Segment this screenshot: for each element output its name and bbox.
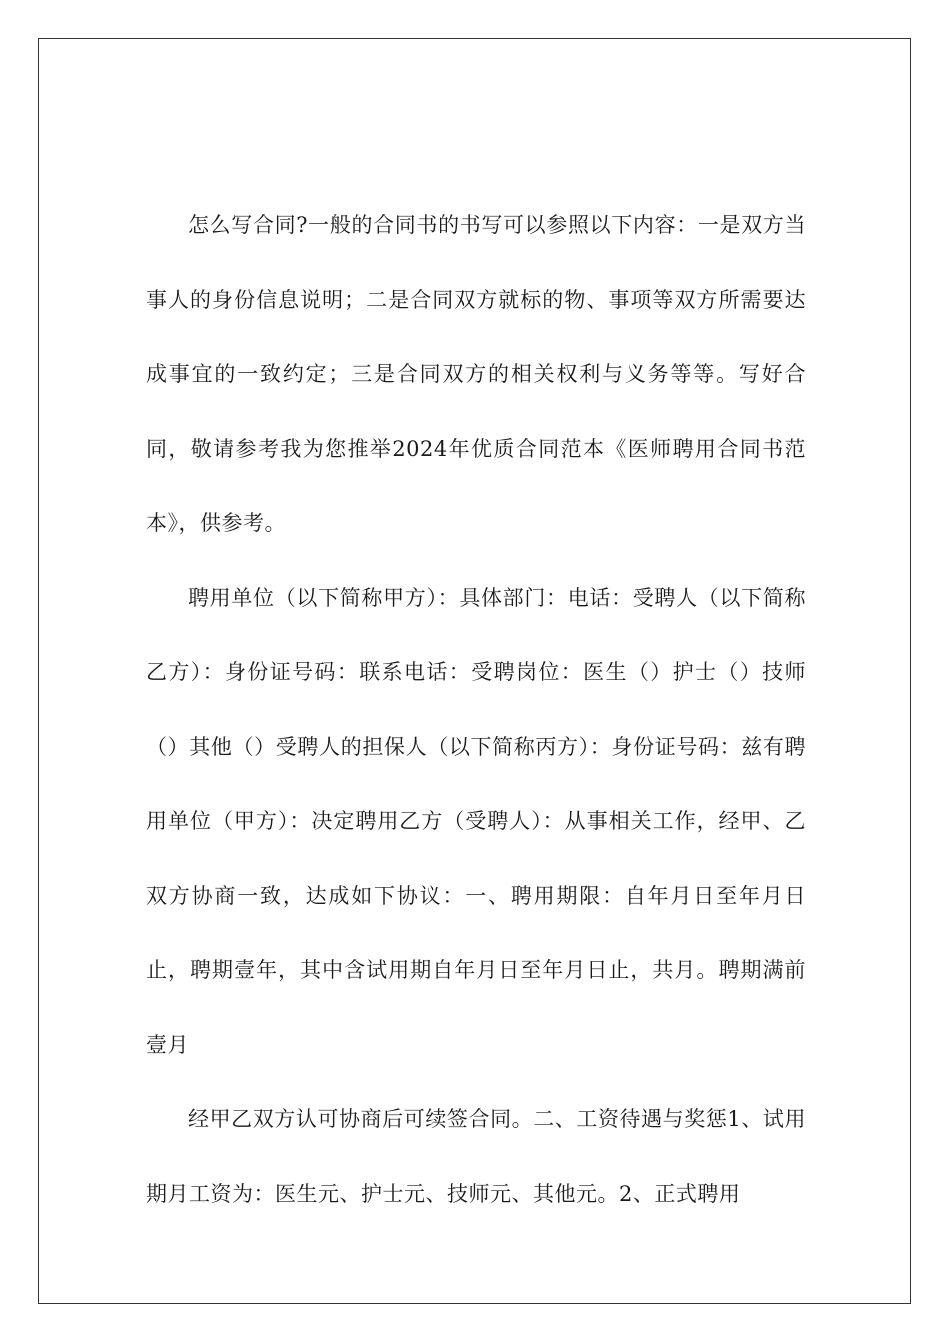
document-body (146, 188, 806, 1231)
salary-terms-paragraph: 经甲乙双方认可协商后可续签合同。二、工资待遇与奖惩1、试用期月工资为：医生元、护士元、技师元、其他元。2、正式聘用 (146, 1107, 806, 1206)
contract-parties-paragraph: 聘用单位（以下简称甲方）：具体部门：电话：受聘人（以下简称乙方）：身份证号码：联系电话：受聘岗位：医生（）护士（）技师（）其他（）受聘人的担保人（以下简称丙方）：身份证号码：兹有聘用单位（甲方）：决定聘用乙方（受聘人）：从事相关工作，经甲、乙双方协商一致，达成如下协议：一、聘用期限：自年月日至年月日止，聘期壹年，其中含试用期自年月日至年月日止，共月。聘期满前壹月 (146, 585, 806, 1057)
intro-paragraph: 怎么写合同?一般的合同书的书写可以参照以下内容：一是双方当事人的身份信息说明；二是合同双方就标的物、事项等双方所需要达成事宜的一致约定；三是合同双方的相关权利与义务等等。写好合同，敬请参考我为您推举2024年优质合同范本《医师聘用合同书范本》，供参考。 (146, 213, 806, 535)
